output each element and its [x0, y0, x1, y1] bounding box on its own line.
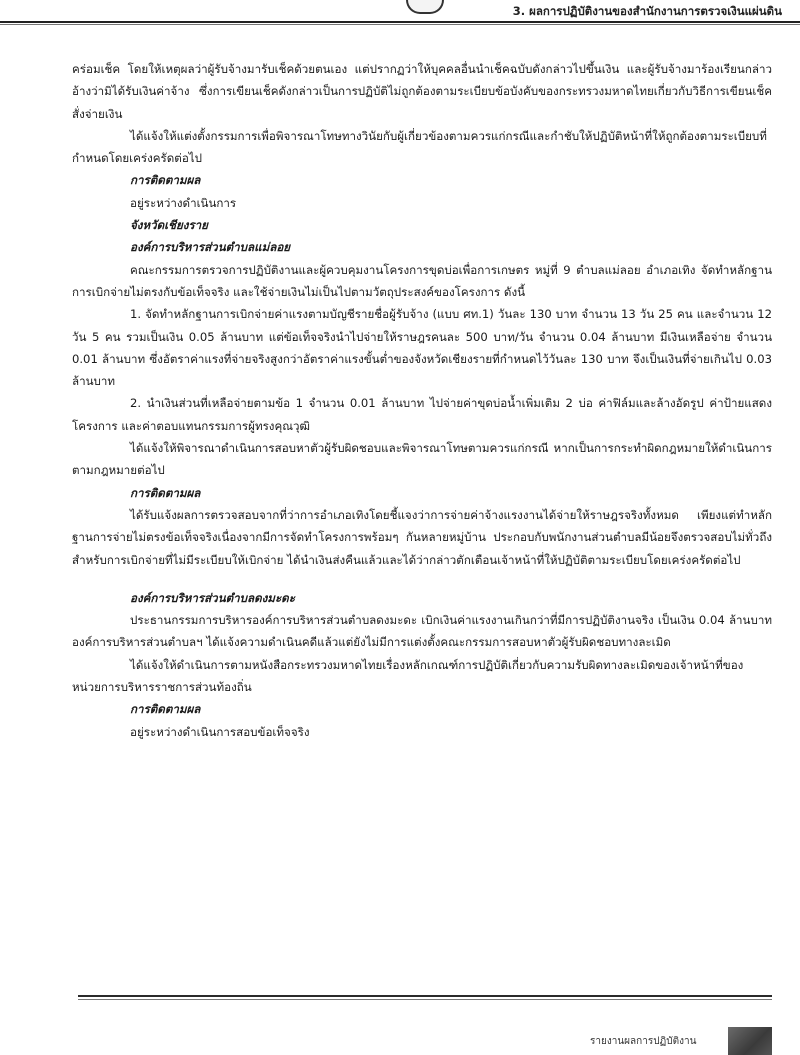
- paragraph-recommendation-3: ได้แจ้งให้ดำเนินการตามหนังสือกระทรวงมหาดไทยเรื่องหลักเกณฑ์การปฏิบัติเกี่ยวกับความรับผิดทางละเมิดของเจ้าหน้าที่ของหน่วยการบริหารราชการส่วนท้องถิ่น: [72, 657, 744, 695]
- header-title: 3. ผลการปฏิบัติงานของสำนักงานการตรวจเงินแผ่นดิน: [512, 4, 782, 18]
- emblem-icon: [406, 0, 444, 14]
- document-body: [72, 58, 772, 743]
- paragraph-recommendation: ได้แจ้งให้แต่งตั้งกรรมการเพื่อพิจารณาโทษทางวินัยกับผู้เกี่ยวข้องตามควรแก่กรณีและกำชับให้ปฏิบัติหน้าที่ให้ถูกต้องตามระเบียบที่กำหนดโดยเคร่งครัดต่อไป: [72, 128, 767, 166]
- followup-text-2: ได้รับแจ้งผลการตรวจสอบจากที่ว่าการอำเภอเทิงโดยชี้แจงว่าการจ่ายค่าจ้างแรงงานได้จ่ายให้ราษฎรจริงทั้งหมด เพียงแต่ทำหลักฐานการจ่ายไม่ตรงข้อเท็จจริงเนื่องจากมีการจัดทำโครงการพร้อมๆ กันหลายหมู่บ้าน ประกอบกับพนักงานส่วนตำบลมีน้อยจึงตรวจสอบไม่ทั่วถึง สำหรับการเบิกจ่ายที่ไม่มีระเบียบให้เบิกจ่าย ได้นำเงินส่งคืนแล้วและได้ว่ากล่าวตักเตือนเจ้าหน้าที่ให้ปฏิบัติตามระเบียบโดยเคร่งครัดต่อไป: [72, 507, 772, 567]
- org-heading-mae-loi: องค์การบริหารส่วนตำบลแม่ลอย: [130, 240, 291, 255]
- paragraph-recommendation-2: ได้แจ้งให้พิจารณาดำเนินการสอบหาตัวผู้รับผิดชอบและพิจารณาโทษตามควรแก่กรณี หากเป็นการกระทำผิดกฎหมายให้ดำเนินการตามกฎหมายต่อไป: [72, 441, 772, 478]
- followup-heading: การติดตามผล: [130, 173, 201, 188]
- footer-divider-thin: [78, 999, 772, 1000]
- followup-text-3: อยู่ระหว่างดำเนินการสอบข้อเท็จจริง: [130, 724, 310, 739]
- footer-divider: [78, 995, 772, 997]
- paragraph-finding-2: ประธานกรรมการบริหารองค์การบริหารส่วนตำบลดงมะดะ เบิกเงินค่าแรงงานเกินกว่าที่มีการปฏิบัติงานจริง เป็นเงิน 0.04 ล้านบาท องค์การบริหารส่วนตำบลฯ ได้แจ้งความดำเนินคดีแล้วแต่ยังไม่มีการแต่งตั้งคณะกรรมการสอบหาตัวผู้รับผิดชอบทางละเมิด: [72, 613, 772, 650]
- list-item-1: 1. จัดทำหลักฐานการเบิกจ่ายค่าแรงตามบัญชีรายชื่อผู้รับจ้าง (แบบ ศท.1) วันละ 130 บาท จำนวน 13 วัน 25 คน และจำนวน 12 วัน 5 คน รวมเป็นเงิน 0.05 ล้านบาท แต่ข้อเท็จจริงนำไปจ่ายให้ราษฎรคนละ 500 บาท/วัน จำนวน 0.04 ล้านบาท มีเงินเหลือจ่าย จำนวน 0.01 ล้านบาท ซึ่งอัตราค่าแรงที่จ่ายจริงสูงกว่าอัตราค่าแรงขั้นต่ำของจังหวัดเชียงรายที่กำหนดไว้วันละ 130 บาท จึงเป็นเงินที่จ่ายเกินไป 0.03 ล้านบาท: [72, 307, 772, 389]
- followup-text: อยู่ระหว่างดำเนินการ: [130, 195, 237, 210]
- followup-heading-3: การติดตามผล: [130, 702, 201, 717]
- province-heading: จังหวัดเชียงราย: [130, 218, 208, 233]
- page-badge-icon: [728, 1027, 772, 1055]
- section-spacer: [72, 571, 772, 587]
- paragraph-finding: คณะกรรมการตรวจการปฏิบัติงานและผู้ควบคุมงานโครงการขุดบ่อเพื่อการเกษตร หมู่ที่ 9 ตำบลแม่ลอย อำเภอเทิง จัดทำหลักฐานการเบิกจ่ายไม่ตรงกับข้อเท็จจริง และใช้จ่ายเงินไม่เป็นไปตามวัตถุประสงค์ของโครงการ ดังนี้: [72, 262, 772, 299]
- footer-label: รายงานผลการปฏิบัติงาน: [590, 1036, 697, 1047]
- list-item-2: 2. นำเงินส่วนที่เหลือจ่ายตามข้อ 1 จำนวน 0.01 ล้านบาท ไปจ่ายค่าขุดบ่อน้ำเพิ่มเติม 2 บ่อ ค่าฟิล์มและล้างอัดรูป ค่าป้ายแสดงโครงการ และค่าตอบแทนกรรมการผู้ทรงคุณวุฒิ: [72, 396, 772, 433]
- paragraph-continuation: คร่อมเช็ค โดยให้เหตุผลว่าผู้รับจ้างมารับเช็คด้วยตนเอง แต่ปรากฏว่าให้บุคคลอื่นนำเช็คฉบับดังกล่าวไปขึ้นเงิน และผู้รับจ้างมาร้องเรียนกล่าวอ้างว่ามิได้รับเงินค่าจ้าง ซึ่งการเขียนเช็คดังกล่าวเป็นการปฏิบัติไม่ถูกต้องตามระเบียบข้อบังคับของกระทรวงมหาดไทยเกี่ยวกับวิธีการเขียนเช็คสั่งจ่ายเงิน: [72, 62, 772, 121]
- org-heading-dong-mada: องค์การบริหารส่วนตำบลดงมะดะ: [130, 590, 295, 605]
- header-divider: [0, 21, 800, 23]
- header-divider-thin: [0, 24, 800, 25]
- followup-heading-2: การติดตามผล: [130, 485, 201, 500]
